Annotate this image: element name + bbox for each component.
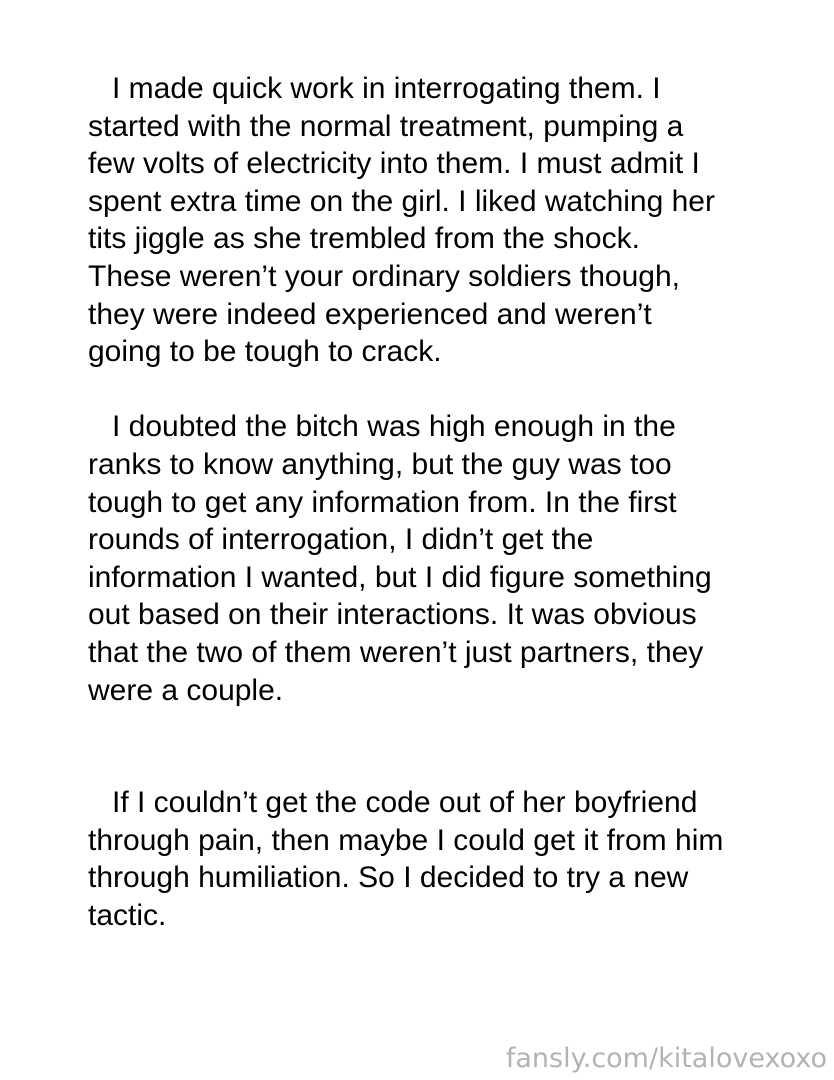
text-line: few volts of electricity into them. I must admit I	[88, 147, 700, 181]
text-line: rounds of interrogation, I didn’t get the	[88, 523, 594, 557]
paragraph-2	[88, 408, 798, 709]
text-line: started with the normal treatment, pumping a	[88, 109, 684, 143]
text-line: they were indeed experienced and weren’t	[88, 297, 652, 331]
paragraph-1	[88, 70, 798, 371]
text-line: going to be tough to crack.	[88, 335, 442, 369]
text-line: tough to get any information from. In the first	[88, 485, 677, 519]
text-line: out based on their interactions. It was obvious	[88, 598, 697, 632]
text-line: tits jiggle as she trembled from the shock.	[88, 222, 640, 256]
text-line: that the two of them weren’t just partners, they	[88, 635, 704, 669]
text-line: information I wanted, but I did figure something	[88, 560, 712, 594]
text-line: I made quick work in interrogating them. I	[112, 72, 661, 105]
text-line: through humiliation. So I decided to try a new	[88, 861, 689, 895]
text-line: tactic.	[88, 899, 167, 933]
text-line: These weren’t your ordinary soldiers though,	[88, 259, 680, 293]
text-line: If I couldn’t get the code out of her boyfriend	[112, 786, 698, 820]
paragraph-3	[88, 784, 798, 934]
text-line: spent extra time on the girl. I liked watching her	[88, 184, 715, 218]
watermark: fansly.com/kitalovexoxo	[505, 1043, 827, 1074]
text-line: I doubted the bitch was high enough in the	[112, 410, 676, 444]
text-line: through pain, then maybe I could get it from him	[88, 823, 724, 857]
text-line: were a couple.	[88, 673, 284, 707]
text-line: ranks to know anything, but the guy was too	[88, 447, 672, 481]
story-text	[88, 70, 798, 935]
